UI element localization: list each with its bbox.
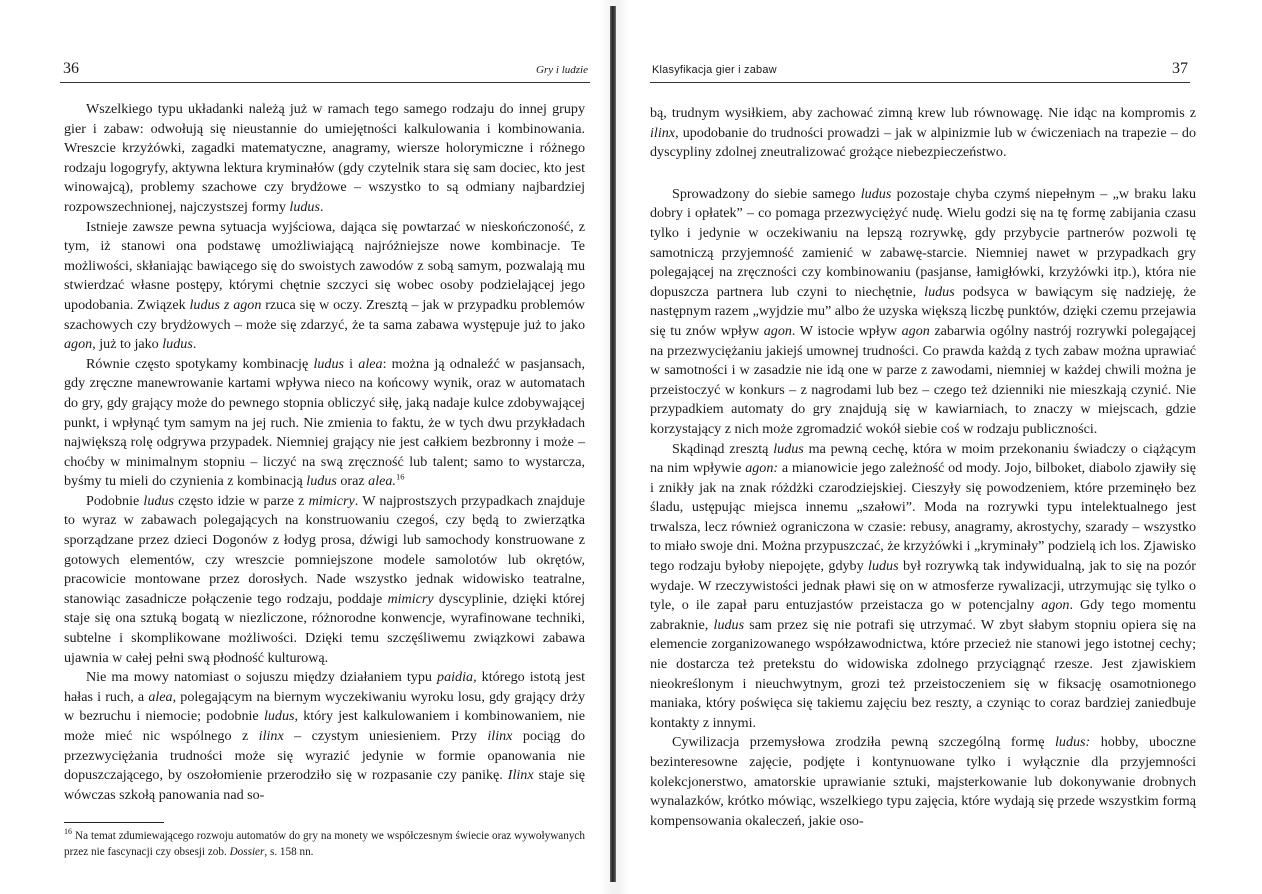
text-run: , który jest kalkulowaniem i kombinowaniem, nie może mieć nic wspólnego z [64, 708, 585, 744]
italic-term: ludus [306, 473, 337, 490]
italic-term: agon [1041, 597, 1070, 614]
text-run: Wszelkiego typu układanki należą już w ramach tego samego rodzaju do innej grupy gier i zabaw: odwołują się nieustannie do umiejętności kalkulowania i kombinowania. Wreszcie krzyżówki, zagadki matematyczne, anagramy, wiersze holorymiczne i różnego rodzaju logogryfy, aktywna lektura kryminałów (gdy czytelnik stara się sam dociec, kto jest winowajcą), problemy szachowe czy brydżowe – wszystko to są odmiany najbardziej rozpowszechnionej, najczystszej formy [64, 101, 585, 215]
text-run: rzuca się w oczy. Zresztą – jak w przypadku problemów szachowych czy brydżowych – może się zdarzyć, że ta sama zabawa występuje już to jako [64, 296, 585, 333]
text-run: oraz [336, 473, 369, 490]
paragraph [64, 100, 585, 218]
page-number: 37 [1172, 60, 1188, 77]
text-run: często idzie w parze z [173, 492, 309, 509]
italic-term: agon [64, 336, 93, 353]
right-page-header [650, 58, 1190, 83]
footnote-reference: 16 [395, 471, 405, 482]
text-run: Nie ma mowy natomiast o sojuszu między działaniem typu [86, 669, 438, 686]
italic-term: ludus [713, 616, 745, 633]
italic-term: alea [148, 688, 173, 705]
text-run: był rozrywką tak indywidualną, jak to się na pozór wydaje. W rzeczywistości jednak pławi się on w atmosferze rywalizacji, utrzymując się tylko o tyle, o ile zapał paru entuzjastów przeistacza go w potencjalny [650, 558, 1196, 614]
italic-term: ludus [162, 336, 193, 353]
footnote-text-end: , s. 158 nn. [264, 846, 314, 858]
italic-term: agon [901, 322, 930, 339]
italic-term: agon [763, 322, 792, 339]
italic-term: ludus [868, 558, 899, 575]
italic-term: ludus [860, 185, 892, 202]
italic-term: alea [358, 355, 383, 372]
text-run: pociąg do przezwyciężania trudności może się wyrazić jedynie w formie opanowania nie dopuszczającego, by oszołomienie przerodziło się w rozpasanie czy panikę. [64, 728, 585, 784]
text-run: którego istotą jest hałas i ruch, a [64, 669, 585, 705]
text-run: zabarwia ogólny nastrój rozrywki polegającej na przezwyciężaniu jakiejś umownej trudności. Co prawda każdą z tych zabaw można uprawiać w samotności i w zasadzie nie idą one w parze z zawodami, niemniej w każdej chwili można je przeistoczyć w konkurs – z nagrodami lub bez – czego też dzienniki nie mieszkają czynić. Nie przypadkiem automaty do gry znajdują się w kawiarniach, to znaczy w miejscach, gdzie korzystający z nich może zgromadzić wokół siebie coś w rodzaju publiczności. [650, 322, 1196, 437]
italic-term: mimicry [308, 492, 355, 509]
italic-term: alea. [368, 473, 396, 490]
paragraph [650, 733, 1196, 831]
paragraph [650, 440, 1196, 734]
text-run: hobby, uboczne bezinteresowne zajęcie, podjęte i kontynuowane tylko i wyłącznie dla przyjemności kolekcjonerstwo, amatorskie uprawianie sztuki, majsterkowanie lub dokonywanie drobnych wynalazków, krótko mówiąc, wszelkiego typu zajęcia, które wydają się przede wszystkim formą kompensowania okaleczeń, jakie oso- [650, 734, 1196, 829]
left-page-header [60, 58, 590, 83]
italic-term: ilinx [650, 124, 676, 141]
italic-term: ludus [773, 440, 804, 457]
italic-term: ludus [924, 283, 955, 300]
left-page-body [64, 100, 585, 805]
footnote-text: Na temat zdumiewającego rozwoju automatów do gry na monety we współczesnym świecie oraz wywoływanych przez nie fascynacji czy obsesji zob. [64, 830, 585, 858]
italic-term: ludus [143, 492, 174, 509]
italic-term: mimicry [387, 590, 434, 607]
text-run: Równie często spotykamy kombinację [86, 355, 314, 372]
italic-term: agon: [745, 460, 779, 477]
text-run: . [319, 198, 324, 215]
text-run: . Gdy tego momentu zabraknie, [650, 597, 1196, 633]
italic-term: ilinx [487, 728, 513, 744]
text-run: . W najprostszych przypadkach znajduje to wyraz w zabawach polegających na konstruowaniu czegoś, czy będą to zwierzątka sporządzane przez dzieci Dogonów z łodyg prosa, dźwigi lub samochody konstruowane z gotowych elementów, czy wreszcie pomniejszone modele samolotów lub okrętów, pracowicie montowane przez dorosłych. Nade wszystko jednak widowisko teatralne, stanowiąc zasadnicze połączenie tego rodzaju, poddaje [64, 492, 585, 607]
text-run: Istnieje zawsze pewna sytuacja wyjściowa, dająca się powtarzać w nieskończoność, z tym, iż stanowi ona podstawę umożliwiającą najróżniejsze nowe kombinacje. Te możliwości, skłaniając bawiącego się do swoistych zawodów z sobą samym, pozwalają mu stwierdzać własne postępy, którymi chętnie szczyci się wobec osoby podzielającej jego upodobania. Związek [64, 218, 585, 313]
text-run: Cywilizacja przemysłowa zrodziła pewną szczególną formę [672, 734, 1055, 751]
text-run: , już to jako [92, 336, 163, 353]
italic-term: ilinx [258, 728, 284, 744]
italic-term: ludus [313, 355, 344, 372]
right-page [626, 0, 1262, 894]
text-run: podsyca w bawiącym się nadzieję, że następnym razem „wyjdzie mu” albo że uzyska większą liczbę punktów, dzięki czemu przejawia się tu znów wpływ [650, 283, 1196, 339]
italic-term: ludus z agon [189, 296, 262, 313]
paragraph [650, 104, 1196, 163]
right-page-body [650, 104, 1196, 831]
text-run: – czystym uniesieniem. Przy [283, 728, 488, 744]
footnote [64, 828, 585, 860]
italic-term: paidia, [437, 669, 477, 686]
paragraph [64, 218, 585, 355]
running-head: Klasyfikacja gier i zabaw [652, 64, 777, 76]
paragraph [64, 668, 585, 805]
text-run: Skądinąd zresztą [672, 440, 774, 457]
text-run: , polegającym na biernym wyczekiwaniu wyroku losu, gdy grający drży w bezruchu i niemocie; podobnie [64, 688, 585, 725]
text-run: Sprowadzony do siebie samego [672, 185, 861, 202]
text-run: staje się wówczas szkołą panowania nad so- [64, 767, 586, 803]
footnote-rule [64, 822, 164, 823]
left-page [0, 0, 612, 894]
text-run: , upodobanie do trudności prowadzi – jak w alpinizmie lub w ćwiczeniach na trapezie – do dyscypliny zdolnej zneutralizować grożące niebezpieczeństwo. [650, 124, 1196, 161]
text-run: . W istocie wpływ [791, 322, 902, 339]
paragraph [650, 185, 1196, 440]
page-number: 36 [63, 60, 79, 77]
text-run: bą, trudnym wysiłkiem, aby zachować zimną krew lub równowagę. Nie idąc na kompromis z [650, 105, 1196, 121]
footnote-mark: 16 [64, 827, 72, 837]
text-run: pozostaje chyba czymś niepełnym – „w braku laku dobry i opłatek” – co pomaga przezwyciężyć nudę. Wielu godzi się na tę formę zabijania czasu tylko i jedynie w oczekiwaniu na lepszą rozrywkę, gdy przybycie partnerów pozwoli tę samotniczą przyjemność zamienić w zabawę-starcie. Niemniej nawet w przypadkach gry polegającej na zręczności czy kombinowaniu (pasjanse, łamigłówki, krzyżówki itp.), która nie dopuszcza partnera lub czyni to niechętnie, [650, 185, 1196, 300]
text-run: dyscyplinie, dzięki której staje się ona sztuką bogatą w niezliczone, różnorodne konwencje, wyrafinowane techniki, subtelne i skomplikowane możliwości. Dzięki temu szczęśliwemu związkowi zabawa ujawnia w całej pełni swą płodność kulturową. [64, 590, 586, 666]
italic-term: Ilinx [507, 767, 534, 784]
footnote-title: Dossier [229, 846, 265, 858]
paragraph [64, 492, 585, 668]
text-run: a mianowicie jego zależność od mody. Jojo, bilboket, diabolo zjawiły się i znikły jak na znak różdżki czarodziejskiej. Cieszyły się powodzeniem, które przeminęło bez śladu, ustępując miejsca innemu „szałowi”. Moda na rozrywki typu intelektualnego jest trwalsza, lecz również ograniczona w czasie: rebusy, anagramy, akrostychy, szarady – wszystko to miało swoje dni. Można przypuszczać, że krzyżówki i „kryminały” podzielą ich los. Zjawisko tego rodzaju byłoby niepojęte, gdyby [650, 460, 1196, 575]
italic-term: ludus [263, 708, 295, 725]
running-head: Gry i ludzie [536, 64, 588, 76]
text-run: i [343, 355, 359, 372]
italic-term: ludus [289, 198, 320, 215]
text-run: : można ją odnaleźć w pasjansach, gdy zręczne manewrowanie kartami wpływa nieco na końcowy wynik, oraz w automatach do gry, gdy grający może do pewnego stopnia obliczyć siłę, jaką nadaje kulce zdobywającej punkt, i wpłynąć tym samym na jej ruch. Nie zmienia to faktu, że w tych dwu przykładach największą rolę odgrywa przypadek. Niemniej grający nie jest całkiem bezbronny i może – choćby w minimalnym stopniu – liczyć na swą zręczność lub talent; samo to wystarcza, byśmy tu mieli do czynienia z kombinacją [64, 355, 585, 490]
text-run: ma pewną cechę, która w moim przekonaniu świadczy o ciążącym na nim wpływie [650, 440, 1196, 477]
text-run: Podobnie [86, 492, 144, 509]
paragraph [64, 355, 585, 492]
italic-term: ludus: [1055, 734, 1091, 751]
text-run: sam przez się nie potrafi się utrzymać. W zbyt słabym stopniu opiera się na elemencie zorganizowanego współzawodnictwa, które przecież nie stanowi jego istotnej cechy; nie dostarcza też pretekstu do widowiska zdolnego przyciągnąć rzesze. Jest zjawiskiem nieokreślonym i nieuchwytnym, grozi też przeistoczeniem się w fiksację osamotnionego maniaka, który poświęca się takiemu zajęciu bez reszty, a czyniąc to coraz bardziej zaniedbuje kontakty z innymi. [650, 616, 1196, 731]
text-run: . [192, 336, 197, 353]
